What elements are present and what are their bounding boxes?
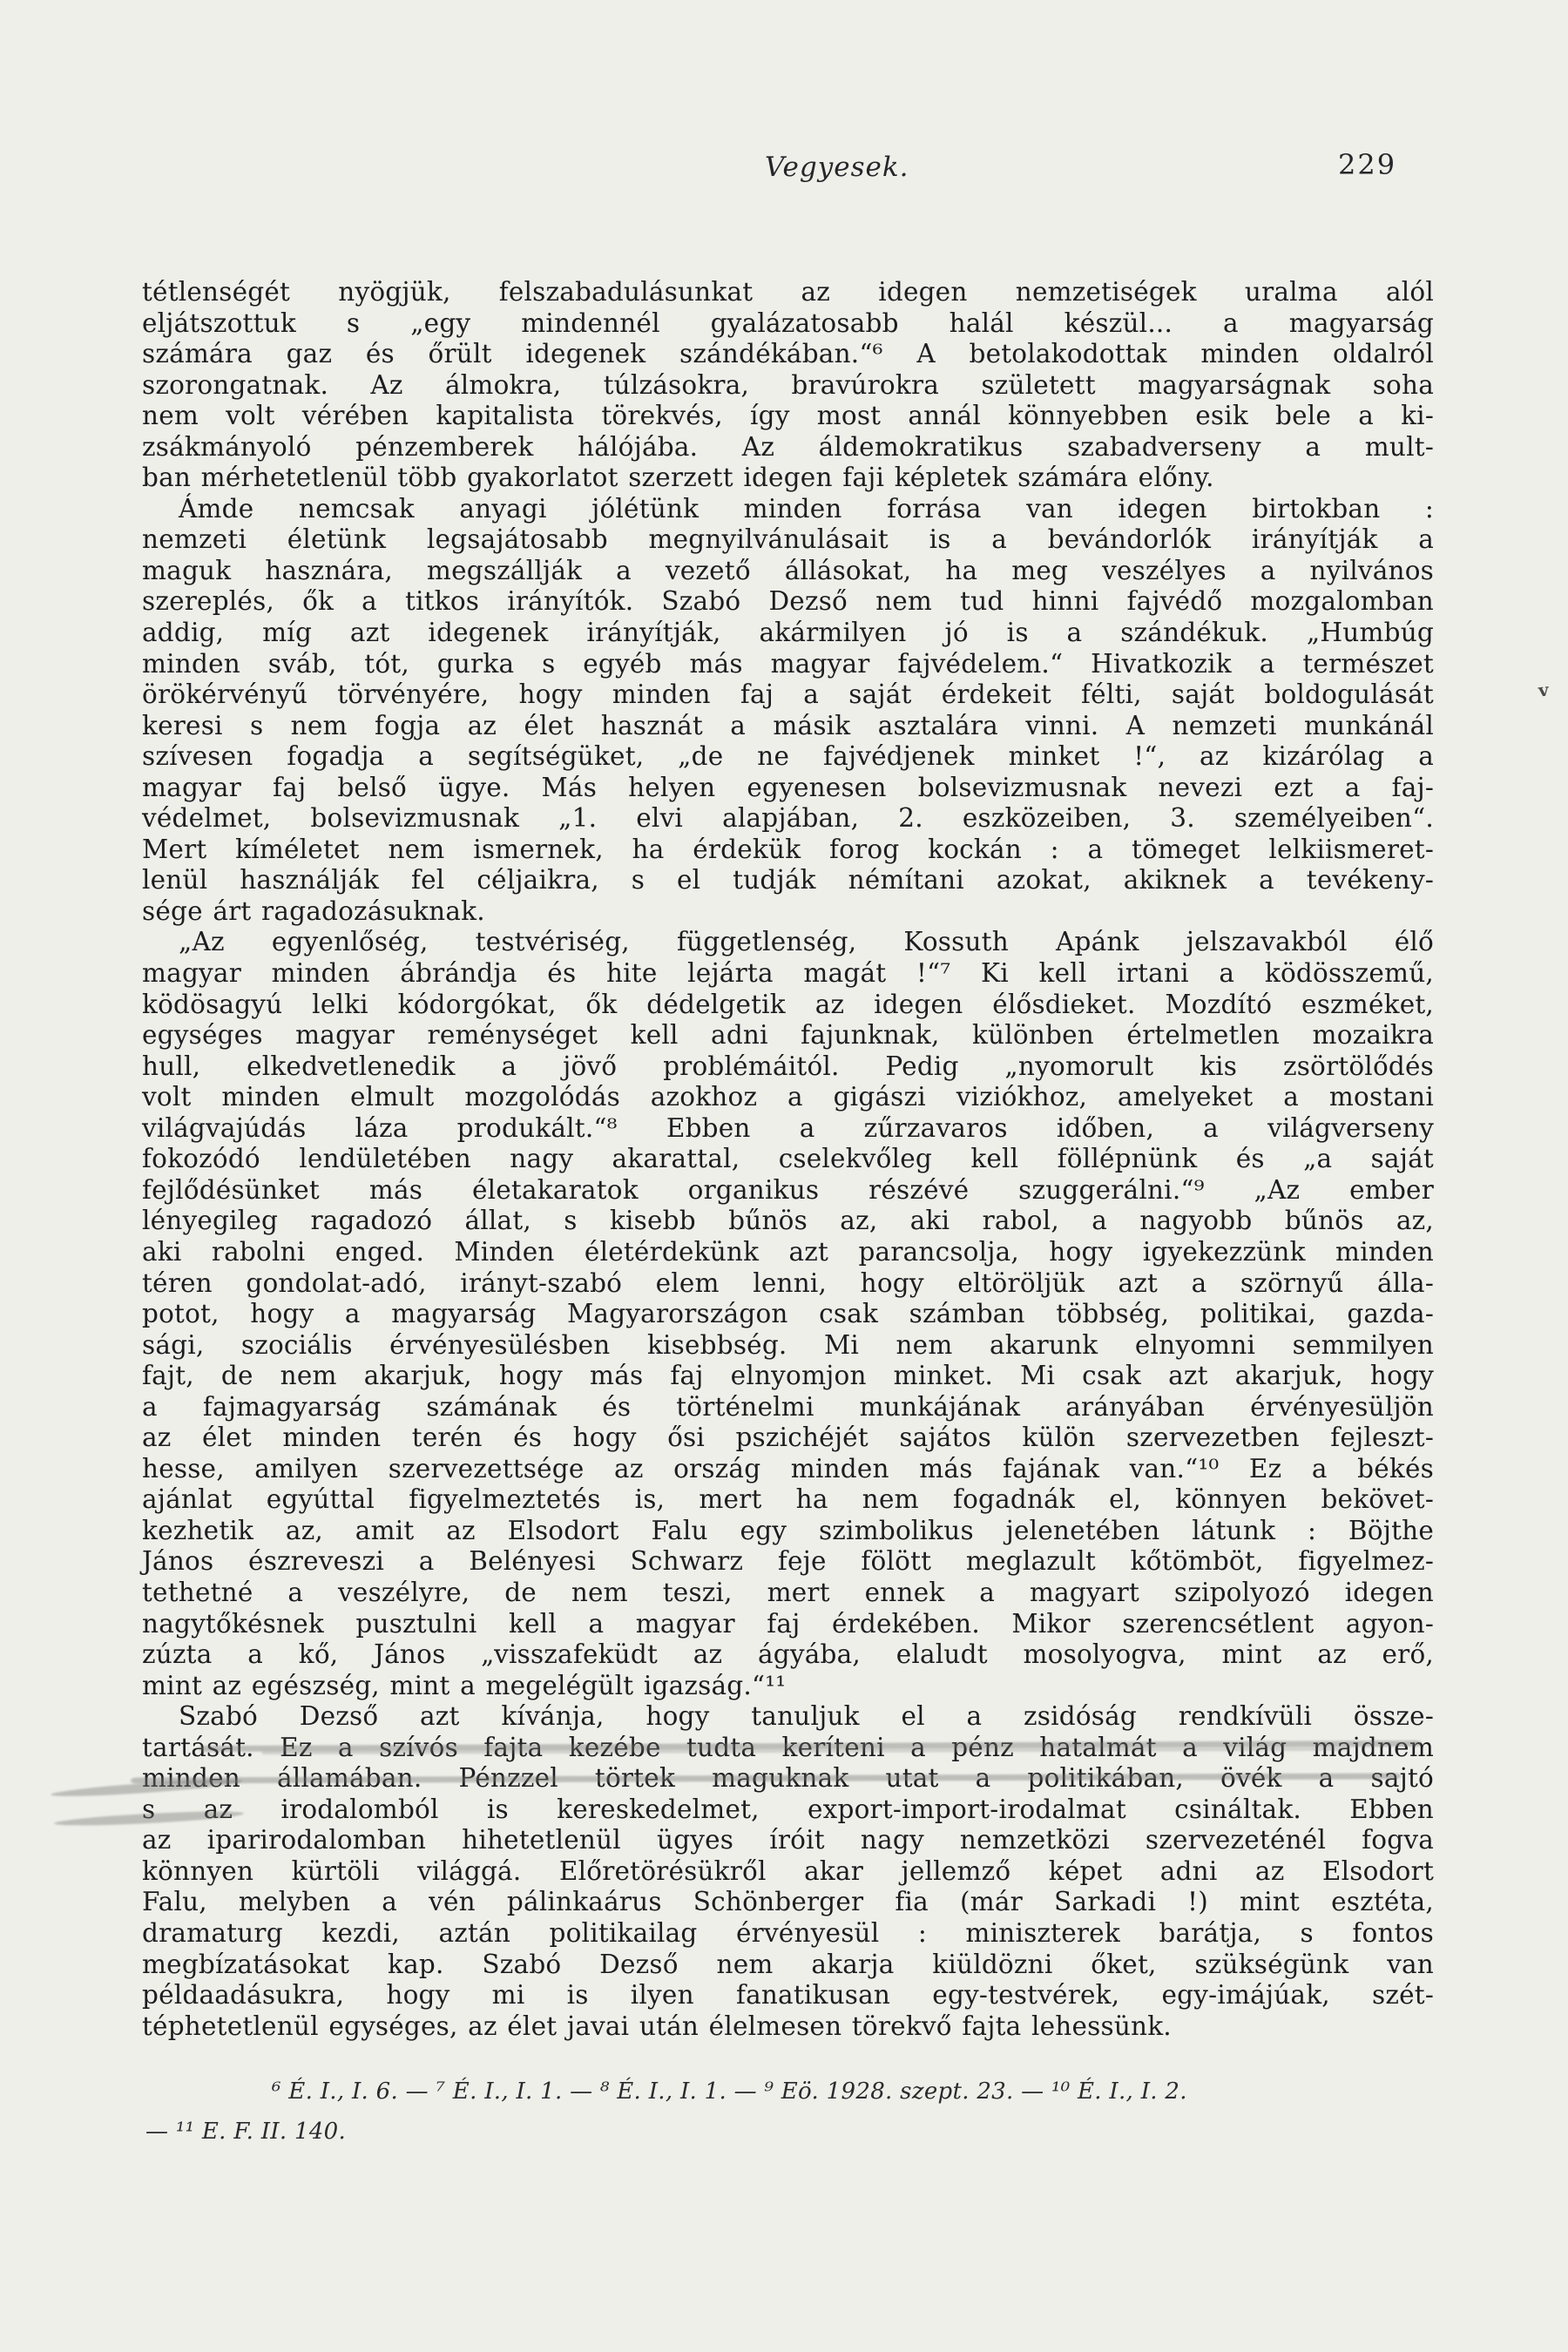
text-line: minden sváb, tót, gurka s egyéb más magyar fajvédelem.“ Hivatkozik a természet [142,648,1434,679]
text-line: könnyen kürtöli világgá. Előretörésükről akar jellemző képet adni az Elsodort [142,1855,1434,1886]
text-line: nemzeti életünk legsajátosabb megnyilvánulásait is a bevándorlók irányítják a [142,524,1434,555]
text-line: sági, szociális érvényesülésben kisebbség. Mi nem akarunk elnyomni semmilyen [142,1329,1434,1360]
page-title: Vegyesek. [765,152,909,183]
text-line: kezhetik az, amit az Elsodort Falu egy szimbolikus jelenetében látunk : Böjthe [142,1515,1434,1545]
text-line: a fajmagyarság számának és történelmi munkájának arányában érvényesüljön [142,1391,1434,1422]
text-line: szereplés, ők a titkos irányítók. Szabó Dezső nem tud hinni fajvédő mozgalomban [142,586,1434,617]
text-line: magyar faj belső ügye. Más helyen egyenesen bolsevizmusnak nevezi ezt a faj- [142,772,1434,802]
text-line: ajánlat egyúttal figyelmeztetés is, mert ha nem fogadnák el, könnyen bekövet- [142,1484,1434,1515]
text-line: lényegileg ragadozó állat, s kisebb bűnös az, aki rabol, a nagyobb bűnös az, [142,1206,1434,1236]
text-line: minden államában. Pénzzel törtek maguknak utat a politikában, övék a sajtó [142,1763,1434,1794]
text-line: ban mérhetetlenül több gyakorlatot szerzett idegen faji képletek számára előny. [142,463,1214,493]
text-line: hesse, amilyen szervezettsége az ország minden más fajának van.“¹⁰ Ez a békés [142,1453,1434,1484]
text-line: mint az egészség, mint a megelégült igazság.“¹¹ [142,1670,787,1700]
text-line: aki rabolni enged. Minden életérdekünk azt parancsolja, hogy igyekezzünk minden [142,1236,1434,1267]
text-line: számára gaz és őrült idegenek szándékában.“⁶ A betolakodottak minden oldalról [142,339,1434,369]
text-line: világvajúdás láza produkált.“⁸ Ebben a zűrzavaros időben, a világverseny [142,1112,1434,1143]
text-line: védelmet, bolsevizmusnak „1. elvi alapjában, 2. eszközeiben, 3. személyeiben“. [142,803,1434,834]
text-line: példaadásukra, hogy mi is ilyen fanatikusan egy-testvérek, egy-imájúak, szét- [142,1980,1434,2011]
text-line: magyar minden ábrándja és hite lejárta magát !“⁷ Ki kell irtani a ködösszemű, [142,958,1434,989]
footnotes [145,2072,1443,2152]
ink-margin-mark: v [1537,679,1550,701]
footnote-line: — ¹¹ E. F. II. 140. [145,2119,347,2145]
text-line: ködösagyú lelki kódorgókat, ők dédelgetik az idegen élősdieket. Mozdító eszméket, [142,989,1434,1019]
text-line: az iparirodalomban hihetetlenül ügyes íróit nagy nemzetközi szervezeténél fogva [142,1825,1434,1855]
text-line: Mert kíméletet nem ismernek, ha érdekük forog kockán : a tömeget lelkiismeret- [142,834,1434,864]
text-line: sége árt ragadozásuknak. [142,896,485,926]
text-line: addig, míg azt idegenek irányítják, akármilyen jó is a szándékuk. „Humbúg [142,618,1434,648]
page-number: 229 [1338,148,1397,181]
text-line: lenül használják fel céljaikra, s el tudják némítani azokat, akiknek a tevékeny- [142,865,1434,896]
text-line: volt minden elmult mozgolódás azokhoz a gigászi viziókhoz, amelyeket a mostani [142,1082,1434,1112]
text-line: téren gondolat-adó, irányt-szabó elem lenni, hogy eltöröljük azt a szörnyű álla- [142,1267,1434,1298]
text-line: keresi s nem fogja az élet hasznát a másik asztalára vinni. A nemzeti munkánál [142,710,1434,740]
text-line: potot, hogy a magyarság Magyarországon csak számban többség, politikai, gazda- [142,1299,1434,1329]
text-line: megbízatásokat kap. Szabó Dezső nem akarja kiüldözni őket, szükségünk van [142,1949,1434,1979]
text-line: örökérvényű törvényére, hogy minden faj a saját érdekeit félti, saját boldogulását [142,679,1434,710]
text-line: fejlődésünket más életakaratok organikus részévé szuggerálni.“⁹ „Az ember [142,1174,1434,1205]
text-line: fajt, de nem akarjuk, hogy más faj elnyomjon minket. Mi csak azt akarjuk, hogy [142,1361,1434,1391]
text-line: dramaturg kezdi, aztán politikailag érvényesül : miniszterek barátja, s fontos [142,1917,1434,1948]
running-head [0,148,1568,192]
text-line: szívesen fogadja a segítségüket, „de ne fajvédjenek minket !“, az kizárólag a [142,741,1434,772]
text-line: zsákmányoló pénzemberek hálójába. Az áldemokratikus szabadverseny a mult- [142,431,1434,462]
text-line: Falu, melyben a vén pálinkaárus Schönberger fia (már Sarkadi !) mint esztéta, [142,1887,1434,1917]
text-line: eljátszottuk s „egy mindennél gyalázatosabb halál készül... a magyarság [142,308,1434,338]
text-line: az élet minden terén és hogy ősi pszichéjét sajátos külön szervezetben fejleszt- [142,1423,1434,1453]
text-line: s az irodalomból is kereskedelmet, export-import-irodalmat csináltak. Ebben [142,1794,1434,1824]
text-line: tethetné a veszélyre, de nem teszi, mert ennek a magyart szipolyozó idegen [142,1577,1434,1607]
text-line: tartását. Ez a szívós fajta kezébe tudta keríteni a pénz hatalmát a világ majdnem [142,1732,1434,1762]
text-line: nagytőkésnek pusztulni kell a magyar faj érdekében. Mikor szerencsétlent agyon- [142,1608,1434,1639]
text-line: „Az egyenlőség, testvériség, függetlenség, Kossuth Apánk jelszavakból élő [179,927,1434,957]
footnote-line: ⁶ É. I., I. 6. — ⁷ É. I., I. 1. — ⁸ É. I., I. 1. — ⁹ Eö. 1928. szept. 23. — ¹⁰ É. I., I. 2. [272,2078,1187,2105]
text-line: fokozódó lendületében nagy akarattal, cselekvőleg kell föllépnünk és „a saját [142,1144,1434,1174]
text-line: szorongatnak. Az álmokra, túlzásokra, bravúrokra született magyarságnak soha [142,369,1434,400]
text-line: hull, elkedvetlenedik a jövő problémáitól. Pedig „nyomorult kis zsörtölődés [142,1051,1434,1081]
text-line: tétlenségét nyögjük, felszabadulásunkat az idegen nemzetiségek uralma alól [142,277,1434,307]
text-line: Szabó Dezső azt kívánja, hogy tanuljuk el a zsidóság rendkívüli össze- [179,1701,1434,1732]
text-line: egységes magyar reménységet kell adni fajunknak, különben értelmetlen mozaikra [142,1020,1434,1051]
text-line: Ámde nemcsak anyagi jólétünk minden forrása van idegen birtokban : [179,493,1434,524]
text-line: János észreveszi a Belényesi Schwarz feje fölött meglazult kőtömböt, figyelmez- [142,1546,1434,1577]
text-line: maguk hasznára, megszállják a vezető állásokat, ha meg veszélyes a nyilvános [142,555,1434,585]
text-line: téphetetlenül egységes, az élet javai után élelmesen törekvő fajta lehessünk. [142,2011,1172,2041]
text-line: nem volt vérében kapitalista törekvés, így most annál könnyebben esik bele a ki- [142,401,1434,431]
text-line: zúzta a kő, János „visszafeküdt az ágyába, elaludt mosolyogva, mint az erő, [142,1639,1434,1670]
